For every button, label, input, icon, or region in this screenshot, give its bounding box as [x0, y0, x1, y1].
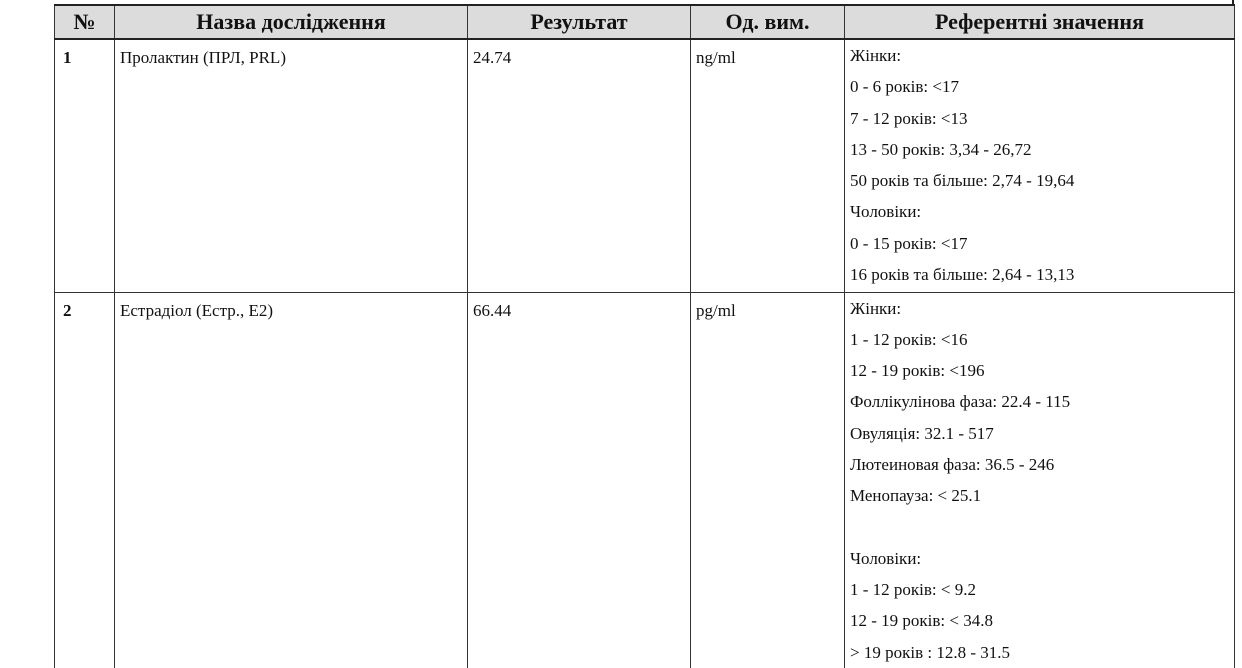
result-cell — [468, 292, 691, 668]
header-number: № — [55, 5, 115, 39]
reference-line: 50 років та більше: 2,74 - 19,64 — [850, 171, 1075, 191]
reference-line: 16 років та більше: 2,64 - 13,13 — [850, 265, 1075, 285]
reference-line: Фоллікулінова фаза: 22.4 - 115 — [850, 392, 1071, 412]
reference-blank-line — [850, 512, 1229, 543]
table-row — [55, 292, 1235, 668]
reference-line: Жінки: — [850, 298, 902, 318]
reference-line: 12 - 19 років: < 34.8 — [850, 611, 993, 631]
reference-line: 7 - 12 років: <13 — [850, 108, 968, 128]
result-value: 66.44 — [473, 300, 512, 320]
lab-results-table — [54, 4, 1235, 668]
reference-line: 0 - 6 років: <17 — [850, 77, 959, 97]
table-header-row — [55, 5, 1235, 39]
reference-line: Лютеиновая фаза: 36.5 - 246 — [850, 454, 1055, 474]
test-name-cell — [115, 292, 468, 668]
reference-line: Жінки: — [850, 46, 902, 65]
result-cell — [468, 39, 691, 292]
reference-values-cell — [845, 292, 1235, 668]
header-unit: Од. вим. — [691, 5, 845, 39]
row-number: 1 — [55, 39, 115, 292]
reference-line: 0 - 15 років: <17 — [850, 233, 968, 253]
unit-value: pg/ml — [696, 300, 736, 320]
test-name: Пролактин (ПРЛ, PRL) — [120, 48, 286, 67]
reference-line: 13 - 50 років: 3,34 - 26,72 — [850, 139, 1032, 159]
header-result: Результат — [468, 5, 691, 39]
header-test-name: Назва дослідження — [115, 5, 468, 39]
row-number: 2 — [55, 292, 115, 668]
result-value: 24.74 — [473, 48, 512, 67]
reference-values-cell — [845, 39, 1235, 292]
test-name: Естрадіол (Естр., Е2) — [120, 300, 274, 320]
reference-line: Чоловіки: — [850, 202, 922, 222]
header-reference-values: Референтні значення — [845, 5, 1235, 39]
reference-line: 1 - 12 років: < 9.2 — [850, 580, 976, 600]
reference-line: Чоловіки: — [850, 548, 922, 568]
reference-line: Овуляція: 32.1 - 517 — [850, 423, 994, 443]
unit-cell — [691, 39, 845, 292]
table-row — [55, 39, 1235, 292]
test-name-cell — [115, 39, 468, 292]
reference-line: > 19 років : 12.8 - 31.5 — [850, 642, 1010, 662]
reference-line: 12 - 19 років: <196 — [850, 361, 985, 381]
reference-line: Менопауза: < 25.1 — [850, 486, 982, 506]
unit-value: ng/ml — [696, 48, 736, 67]
unit-cell — [691, 292, 845, 668]
reference-line: 1 - 12 років: <16 — [850, 329, 968, 349]
